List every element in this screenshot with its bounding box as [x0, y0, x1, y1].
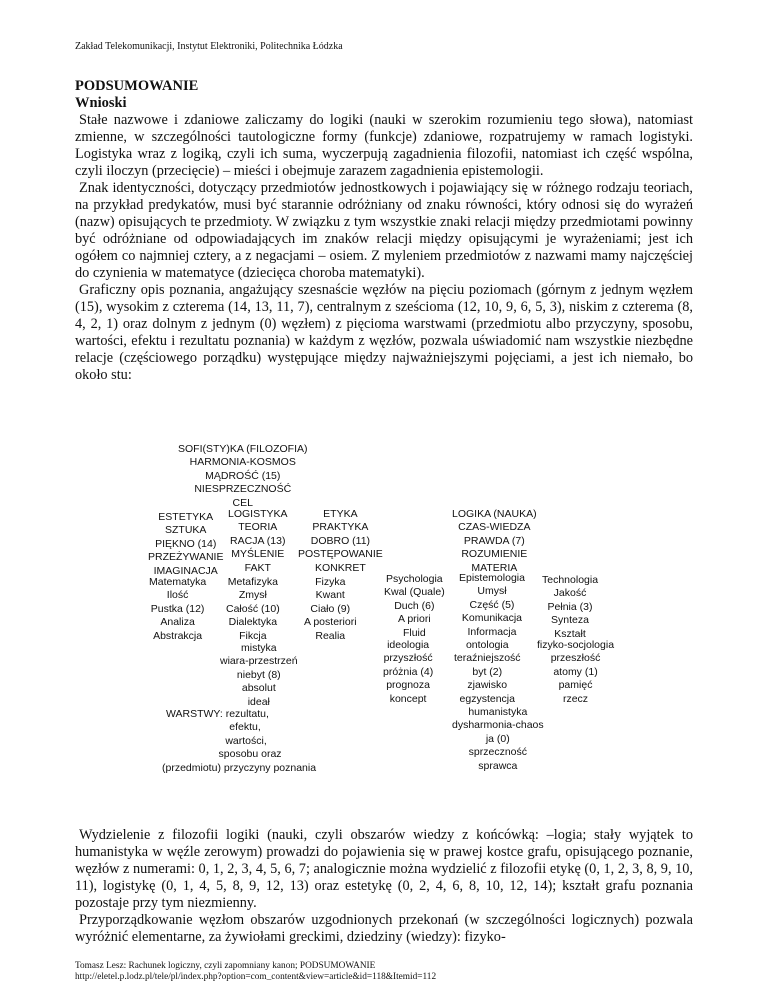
section-title: PODSUMOWANIE [75, 78, 199, 94]
main-content [75, 78, 693, 384]
paragraph-2: Znak identyczności, dotyczący przedmiotów jednostkowych i pojawiający się w różnego rodzaju teoriach, na przykład predykatów, musi być starannie odróżniany od znaku równości, który odnosi się do wyrażeń (nazw) opisujących te przedmioty. W związku z tym wszystkie znaki relacji między przedmiotami powinny być odróżniane od odpowiadających im znaków relacji między opisującymi je wyrażeniami; jest ich ogółem co najmniej cztery, a z negacjami – osiem. Z myleniem przedmiotów z nazwami mamy najczęściej do czynienia w matematyce (dziecięca choroba matematyki). [75, 180, 693, 281]
node-filozofia: SOFI(STY)KA (FILOZOFIA) HARMONIA-KOSMOS MĄDROŚĆ (15) NIESPRZECZNOŚĆ CEL [178, 443, 308, 509]
page-header: Zakład Telekomunikacji, Instytut Elektroniki, Politechnika Łódzka [75, 41, 343, 52]
node-logika: LOGIKA (NAUKA) CZAS-WIEDZA PRAWDA (7) ROZUMIENIE MATERIA [452, 508, 537, 574]
node-ontologia: ontologia teraźniejszość byt (2) zjawisko egzystencja [454, 639, 521, 705]
paragraph-1: Stałe nazwowe i zdaniowe zaliczamy do logiki (nauki w szerokim rozumieniu tego słowa), natomiast zmienne, w szczególności tautologiczne formy (funkcje) zdaniowe, rozpatrujemy w ramach logistyki. Logistyka wraz z logiką, czyli ich suma, wyczerpują zagadnienia filozofii, natomiast ich część wspólna, czyli iloczyn (przecięcie) – mieści i obejmuje zarazem zagadnienia epistemologii. [75, 112, 693, 179]
section-subtitle: Wnioski [75, 95, 127, 111]
footer-citation: Tomasz Lesz: Rachunek logiczny, czyli zapomniany kanon; PODSUMOWANIE [75, 961, 376, 971]
node-fizyko-socjologia: fizyko-socjologia przeszłość atomy (1) pamięć rzecz [537, 639, 615, 705]
node-fizyka: Fizyka Kwant Ciało (9) A posteriori Realia [304, 576, 357, 642]
node-epistemologia: Epistemologia Umysł Część (5) Komunikacja Informacja [459, 572, 525, 638]
node-matematyka: Matematyka Ilość Pustka (12) Analiza Abstrakcja [149, 576, 207, 642]
node-technologia: Technologia Jakość Pełnia (3) Synteza Kształt [542, 574, 599, 640]
node-psychologia: Psychologia Kwal (Quale) Duch (6) A priori Fluid [384, 573, 445, 639]
node-mistyka: mistyka wiara-przestrzeń niebyt (8) absolut ideał [220, 642, 298, 708]
node-logistyka: LOGISTYKA TEORIA RACJA (13) MYŚLENIE FAKT [228, 508, 288, 574]
node-metafizyka: Metafizyka Zmysł Całość (10) Dialektyka Fikcja [226, 576, 280, 642]
paragraph-4: Wydzielenie z filozofii logiki (nauki, czyli obszarów wiedzy z końcówką: –logia; stały wyjątek to humanistyka w węźle zerowym) prowadzi do pojawienia się w prawej kostce grafu, opisującego poznanie, węzłów z numerami: 0, 1, 2, 3, 4, 5, 6, 7; analogicznie można wydzielić z filozofii etykę (0, 1, 2, 3, 8, 9, 10, 11), logistykę (0, 1, 4, 5, 8, 9, 12, 13) oraz estetykę (0, 2, 4, 6, 8, 10, 12, 14); kształt grafu poznania pozostaje przy tym niezmienny. [75, 827, 693, 911]
paragraph-5: Przyporządkowanie węzłom obszarów uzgodnionych przekonań (w szczególności logicznych) pozwala wyróżnić elementarne, za żywiołami greckimi, dziedziny (wiedzy): fizyko- [75, 912, 693, 945]
page-footer [75, 961, 436, 983]
legend-warstwy: WARSTWY: rezultatu, efektu, wartości, sposobu oraz (przedmiotu) przyczyny poznania [162, 708, 317, 774]
paragraph-3: Graficzny opis poznania, angażujący szesnaście węzłów na pięciu poziomach (górnym z jednym węzłem (15), wysokim z czterema (14, 13, 11, 7), centralnym z sześcioma (12, 10, 9, 6, 5, 3), niskim z czterema (8, 4, 2, 1) oraz dolnym z jednym (0) węzłem) z pięcioma warstwami (przedmiotu albo przyczyny, sposobu, wartości, efektu i rezultatu poznania) w każdym z węzłów, pozwala uświadomić nam wszystkie niezbędne relacje (częściowego porządku) występujące między najważniejszymi pojęciami, a jest ich niemało, bo około stu: [75, 282, 693, 383]
node-humanistyka: humanistyka dysharmonia-chaos ja (0) sprzeczność sprawca [452, 706, 544, 772]
node-ideologia: ideologia przyszłość próżnia (4) prognoza koncept [383, 639, 434, 705]
node-estetyka: ESTETYKA SZTUKA PIĘKNO (14) PRZEŻYWANIE IMAGINACJA [148, 511, 224, 577]
footer-url: http://eletel.p.lodz.pl/tele/pl/index.php?option=com_content&view=article&id=118&Itemid=112 [75, 972, 437, 982]
node-etyka: ETYKA PRAKTYKA DOBRO (11) POSTĘPOWANIE KONKRET [298, 508, 383, 574]
bottom-content [75, 827, 693, 946]
